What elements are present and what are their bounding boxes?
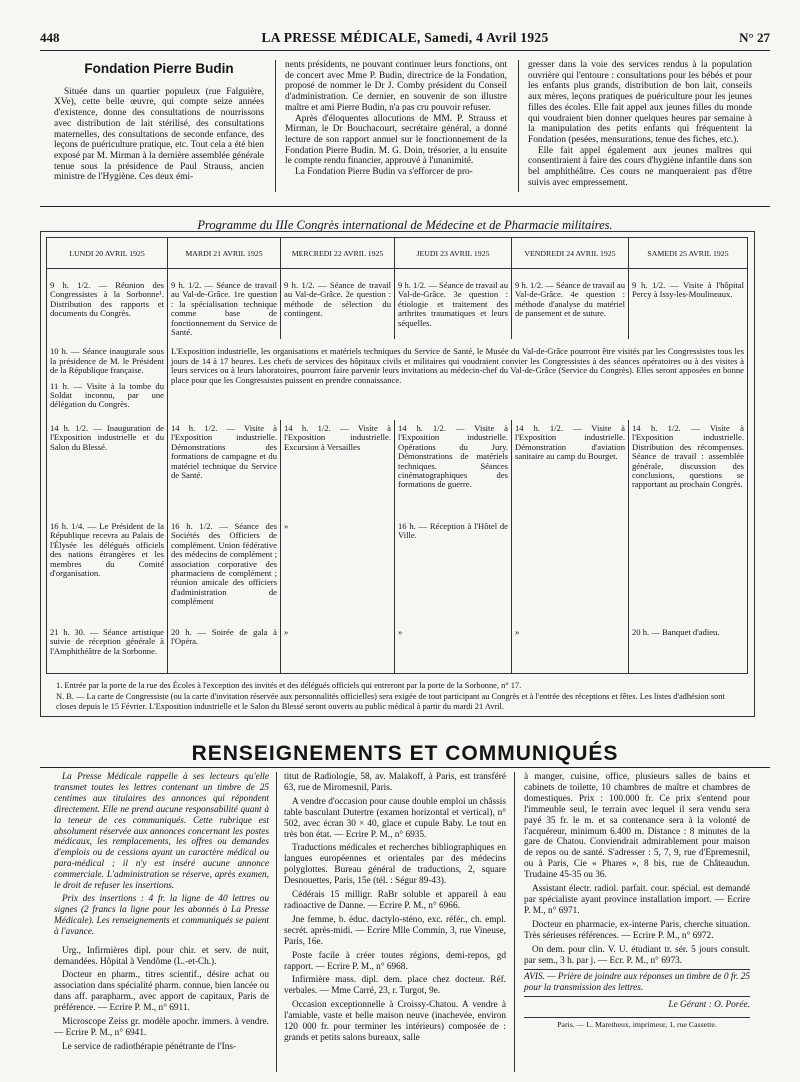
column-rule (276, 772, 277, 1072)
programme-cell: 14 h. 1/2. — Visite à l'Exposition industrielle. Distribution des récompenses. Séance de travail : assemblée générale, discussion des conclusions, questions se rapportant au prochain Congrès. (629, 420, 748, 520)
fondation-text-3a: gresser dans la voie des services rendus à la population ouvrière qui l'entoure : consultations pour les bébés et pour les enfants plus grands, distribution de bon lait, conseils aux mères, leçons pratiques de puériculture pour les jeunes filles des écoles. Elle fait appel aux jeunes filles du monde qui voudraient bien donner quelques heures par semaine à la manipulation des petits enfants qui fréquentent la Fondation (pesées, mensurations, tenue des fiches, etc.). (528, 60, 752, 145)
nota-bene: N. B. — La carte de Congressiste (ou la carte d'invitation réservée aux personnalités officielles) sera exigée de tout participant au Congrès et à l'entrée des réceptions et fêtes. Les listes d'adhésion sont closes depuis le 15 Février. L'Exposition industrielle et le Salon du Blessé seront ouverts au public médical à partir du mardi 21 Avril. (56, 691, 725, 711)
annonces-col-2 (284, 772, 506, 1047)
programme-cell: 14 h. 1/2. — Visite à l'Exposition industrielle. Démonstrations des formations de campagne et du matériel technique du Service de Santé. (168, 420, 281, 520)
programme-cell: 11 h. — Visite à la tombe du Soldat inconnu, par une délégation du Congrès. (47, 378, 168, 420)
annonce-item: Jne femme, b. éduc. dactylo-sténo, exc. référ., ch. empl. secrét. après-midi. — Ecrire Mlle Commin, 3, rue Vineuse, Paris, 16e. (284, 914, 506, 947)
programme-cell: 20 h. — Banquet d'adieu. (629, 626, 748, 674)
day-header: SAMEDI 25 AVRIL 1925 (629, 238, 748, 269)
gerant: Le Gérant : O. Porée. (668, 1000, 750, 1011)
avis-text: AVIS. — Prière de joindre aux réponses un timbre de 0 fr. 25 pour la transmission des lettres. (524, 972, 750, 994)
column-rule (275, 60, 276, 192)
annonce-item: A vendre d'occasion pour cause double emploi un châssis table basculant Dutertre (examen horizontal et vertical), n° 502, avec écran 30 × 40, glace et cupule Baby. Le tout en très bon état. — Ecrire P. M., n° 6935. (284, 796, 506, 840)
programme-cell: 9 h. 1/2. — Visite à l'hôpital Percy à Issy-les-Moulineaux. (629, 269, 748, 340)
programme-cell: 9 h. 1/2. — Séance de travail au Val-de-Grâce. 4e question : méthode d'analyse du matériel de pansement et de suture. (512, 269, 629, 340)
programme-table (46, 237, 748, 674)
fondation-text-3b: Elle fait appel également aux jeunes maîtres qui consentiraient à faire des cours d'hygiène infantile dans son bel amphithéâtre. Ces cours ne manqueraient pas d'être suivis avec empressement. (528, 145, 752, 188)
fondation-col-2 (285, 60, 507, 178)
annonce-item: Le service de radiothérapie pénétrante de l'Ins- (62, 1041, 237, 1052)
footnote: 1. Entrée par la porte de la rue des Écoles à l'exception des invités et des délégués officiels qui entreront par la porte de la Sorbonne, n° 17. (56, 681, 522, 690)
fondation-col-1 (54, 61, 264, 183)
section-heading: RENSEIGNEMENTS ET COMMUNIQUÉS (191, 742, 619, 765)
day-header: VENDREDI 24 AVRIL 1925 (512, 238, 629, 269)
programme-row-ten (47, 339, 748, 377)
annonce-item: On dem. pour clin. V. U. étudiant tr. sér. 5 jours consult. par sem., 3 h. par j. — Ecr. P. M., n° 6973. (524, 944, 750, 966)
annonces-col-1 (54, 772, 269, 1056)
programme-cell: 16 h. — Réception à l'Hôtel de Ville. (395, 520, 512, 626)
programme-cell: 9 h. 1/2. — Séance de travail au Val-de-Grâce. 2e question : méthode de sélection du contingent. (281, 269, 395, 340)
day-header: LUNDI 20 AVRIL 1925 (47, 238, 168, 269)
programme-cell: 16 h. 1/4. — Le Président de la République recevra au Palais de l'Élysée les délégués officiels des nations étrangères et les membres du Comité d'organisation. (47, 520, 168, 626)
programme-cell: 14 h. 1/2. — Visite à l'Exposition industrielle. Excursion à Versailles (281, 420, 395, 520)
annonce-item: Assistant électr. radiol. parfait. cour. spécial. est demandé par spécialiste ayant province installation import. — Ecrire P. M., n° 6971. (524, 884, 750, 916)
annonce-item: Cédérais 15 milligr. RaBr soluble et appareil à eau radioactive de Danne. — Ecrire P. M., n° 6966. (284, 890, 506, 911)
imprimeur: Paris. — L. Maretheux, imprimeur, 1, rue Cassette. (524, 1017, 750, 1031)
fondation-text-2b: Après d'éloquentes allocutions de MM. P. Strauss et Mirman, le Dr Bouchacourt, secrétaire général, a donné lecture de son rapport annuel sur le fonctionnement de la Fondation Pierre Budin. M. G. Doin, trésorier, a lu ensuite le compte rendu financier, approuvé à l'unanimité. (285, 113, 507, 167)
annonce-item: Microscope Zeiss gr. modèle apochr. immers. à vendre. — Ecrire P. M., n° 6941. (54, 1017, 269, 1038)
fondation-text-1: Située dans un quartier populeux (rue Falguière, XVe), cette belle œuvre, qui compte seize années d'existence, donne des consultations de nourrissons avec distribution de lait stérilisé, des consultations maternelles, des consultations de seconde enfance, des leçons de puériculture pratique, etc. Tout cela a été bien exposé par M. Mirman à la dernière assemblée générale tenue sous la présidence de Paul Strauss, ancien ministre de l'Hygiène. Ces deux émi- (54, 86, 264, 183)
programme-cell: » (281, 626, 395, 674)
programme-cell: » (281, 520, 395, 626)
annonce-item: Urg., Infirmières dipl. pour chir. et serv. de nuit, demandées. Hôpital à Vendôme (L.-et-Ch.). (54, 945, 269, 967)
programme-cell (629, 520, 748, 626)
programme-cell: 20 h. — Soirée de gala à l'Opéra. (168, 626, 281, 674)
programme-cell (512, 520, 629, 626)
programme-cell: 14 h. 1/2. — Inauguration de l'Exposition industrielle et du Salon du Blessé. (47, 420, 168, 520)
programme-cell: 9 h. 1/2. — Séance de travail au Val-de-Grâce. 3e question : étiologie et traitement des arthrites traumatiques et leurs séquelles. (395, 269, 512, 340)
annonce-intro: La Presse Médicale rappelle à ses lecteurs qu'elle transmet toutes les lettres contenant un timbre de 25 centimes aux titulaires des annonces qui répondent directement. Elle ne prend aucune responsabilité quant à la teneur de ces communiqués. Cette rubrique est absolument réservée aux annonces concernant les postes médicaux, les remplacements, les offres ou demandes d'emplois ou de cessions ayant un caractère médical ou para-médical ; il n'y est inséré aucune annonce commerciale. L'administration se réserve, après examen, le droit de refuser les insertions. (54, 772, 269, 892)
programme-row-evening (47, 626, 748, 674)
day-header: MERCREDI 22 AVRIL 1925 (281, 238, 395, 269)
annonce-item: à manger, cuisine, office, plusieurs salles de bains et cabinets de toilette, 10 chambres de maître et chambres de domestiques. Prix : 100.000 fr. Ce prix s'entend pour l'immeuble seul, le terrain avec lequel il sera vendu sera payé 35 fr. le m. et sa contenance sera à la volonté de l'acquéreur, minimum 6.400 m. Distance : 8 minutes de la gare de Chatou. Conviendrait admirablement pour maison de repos ou de santé. S'adresser : 5, 7, 9, rue d'Epremesnil, ou à Paris, Cie « Phares », 8 bis, rue de Châteaudun. Trudaine 45-35 ou 36. (524, 772, 750, 881)
day-header: MARDI 21 AVRIL 1925 (168, 238, 281, 269)
annonce-item: titut de Radiologie, 58, av. Malakoff, à Paris, est transféré 63, rue de Miromesnil, Paris. (284, 772, 506, 793)
issue-number: N° 27 (739, 30, 770, 45)
section-rule (40, 206, 770, 207)
fondation-text-2a: nents présidents, ne pouvant continuer leurs fonctions, ont de concert avec Mme P. Budin, directrice de la Fondation, proposé de nommer le Dr J. Comby président du Conseil d'administration. Ce dernier, en souvenir de son illustre maître et ami Pierre Budin, n'a pas cru pouvoir refuser. (285, 60, 507, 113)
fondation-heading: Fondation Pierre Budin (84, 61, 234, 76)
programme-header-row (47, 238, 748, 269)
programme-cell: 21 h. 30. — Séance artistique suivie de réception générale à l'Amphithéâtre de la Sorbonne. (47, 626, 168, 674)
fondation-text-2c: La Fondation Pierre Budin va s'efforcer de pro- (295, 167, 473, 178)
programme-cell: 9 h. 1/2. — Séance de travail au Val-de-Grâce. 1re question : la spécialisation technique comme base de fonctionnement du Service de Santé. (168, 269, 281, 340)
annonces-col-3 (524, 772, 750, 1031)
journal-title: LA PRESSE MÉDICALE, Samedi, 4 Avril 1925 (261, 30, 549, 45)
programme-exposition-note: L'Exposition industrielle, les organisations et matériels techniques du Service de Santé, le Musée du Val-de-Grâce pourront être visités par les Congressistes tous les jours de 14 à 17 heures. Les chefs de services des hôpitaux civils et militaires qui voudraient convier les Congressistes à des séances opératoires ou à des visites à leurs services ou à leurs laboratoires, pourront faire parvenir leurs invitations au médecin-chef du Val-de-Grâce (Service du Congrès). Elles seront apposées en bonne place pour que les Congressistes puissent en prendre connaissance. (168, 339, 748, 419)
annonce-item: Occasion exceptionnelle à Croissy-Chatou. A vendre à l'amiable, vaste et belle maison neuve (inachevée, environ 120 000 fr. pour terminer les intérieurs) composée de : grands et petits salons bureaux, salle (284, 1000, 506, 1043)
annonce-item: Infirmière mass. dipl. dem. place chez docteur. Réf. verbales. — Mme Carré, 23, r. Turgot, 9e. (284, 975, 506, 997)
column-rule (514, 772, 515, 1072)
page-number: 448 (40, 30, 60, 45)
programme-cell: 14 h. 1/2. — Visite à l'Exposition industrielle. Démonstration d'aviation sanitaire au camp du Bourget. (512, 420, 629, 520)
programme-notes (56, 681, 746, 713)
page-header (40, 30, 770, 51)
programme-cell: 10 h. — Séance inaugurale sous la présidence de M. le Président de la République française. (47, 339, 168, 377)
annonce-item: Poste facile à créer toutes régions, demi-repos, gd rapport. — Ecrire P. M., n° 6968. (284, 950, 506, 972)
programme-cell: » (512, 626, 629, 674)
programme-row-afternoon (47, 420, 748, 520)
annonce-item: Traductions médicales et recherches bibliographiques en langues européennes et orientales par des médecins polyglottes. Bureau général de traductions, 2, square Desnouettes, Paris, 15e (tél. : Ségur 89-43). (284, 843, 506, 887)
programme-title: Programme du IIIe Congrès international de Médecine et de Pharmacie militaires. (197, 218, 613, 232)
programme-cell: 9 h. 1/2. — Réunion des Congressistes à la Sorbonne¹. Distribution des rapports et documents du Congrès. (47, 269, 168, 340)
annonce-prix: Prix des insertions : 4 fr. la ligne de 40 lettres ou signes (2 francs la ligne pour les abonnés à La Presse Médicale). Les renseignements et communiqués se paient à l'avance. (54, 893, 269, 937)
annonce-item: Docteur en pharmacie, ex-interne Paris, cherche situation. Très sérieuses références. — Ecrire P. M., n° 6972. (524, 919, 750, 941)
column-rule (518, 60, 519, 192)
annonce-item: Docteur en pharm., titres scientif., désire achat ou association dans spécialité pharm. connue, bien lancée ou dans aff. parapharm., avec apport de capitaux, Paris de préférence. — Ecrire P. M., n° 6911. (54, 970, 269, 1014)
programme-row-morning (47, 269, 748, 340)
section-rule (40, 767, 770, 768)
programme-row-late-afternoon (47, 520, 748, 626)
programme-cell: » (395, 626, 512, 674)
programme-cell: 16 h. 1/2. — Séance des Sociétés des Officiers de complément. Union fédérative des médecins de complément ; association corporative des pharmaciens de complément ; réunion amicale des officiers d'administration de complément (168, 520, 281, 626)
day-header: JEUDI 23 AVRIL 1925 (395, 238, 512, 269)
fondation-col-3 (528, 60, 752, 188)
avis-box (524, 969, 750, 997)
programme-cell: 14 h. 1/2. — Visite à l'Exposition industrielle. Opérations du Jury. Démonstrations de matériels techniques. Séances cinématographiques des formations de guerre. (395, 420, 512, 520)
